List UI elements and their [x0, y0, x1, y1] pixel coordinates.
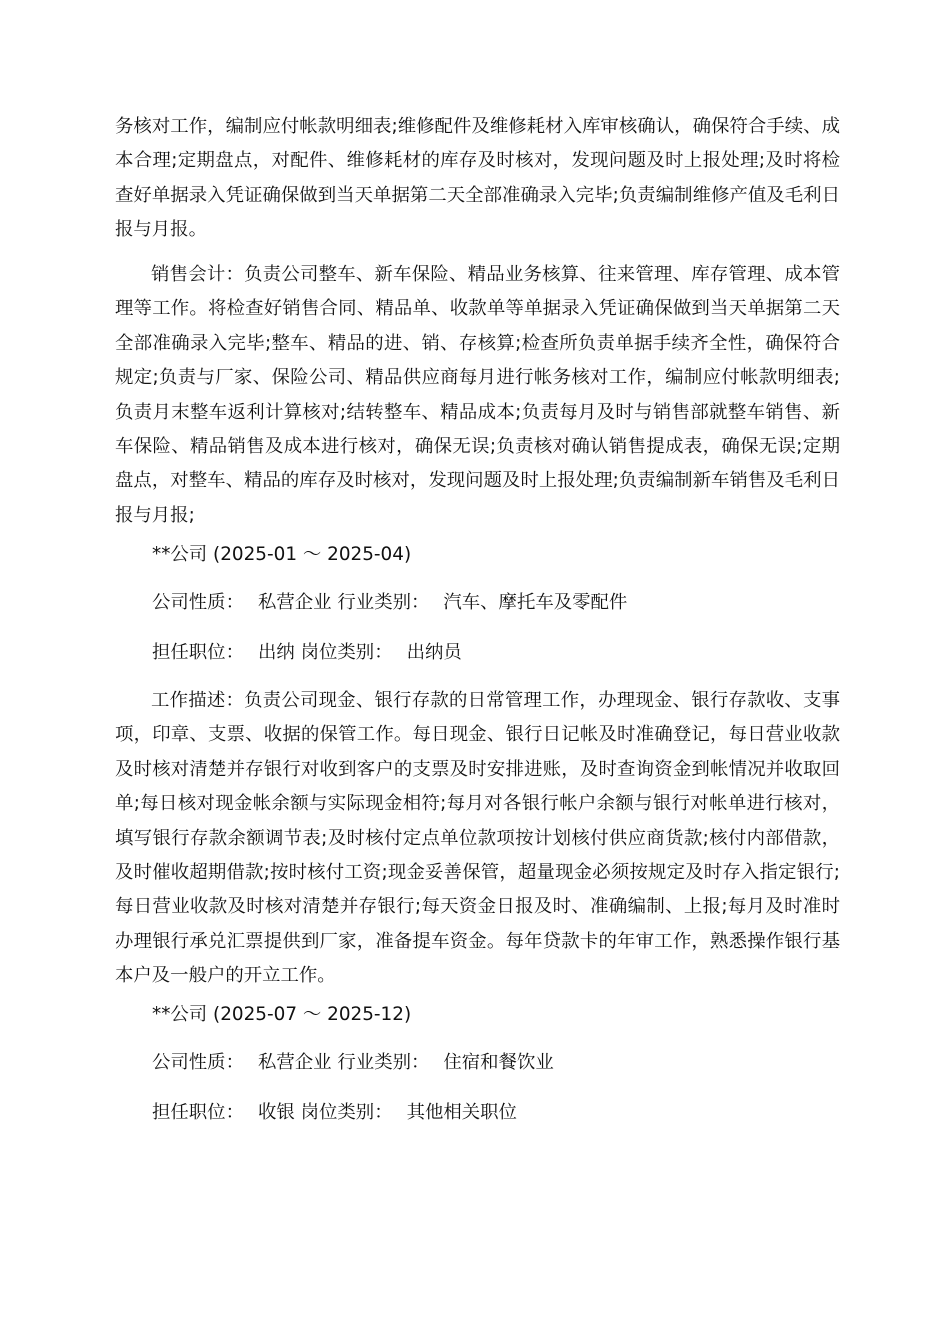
paragraph-job1-description: 工作描述：负责公司现金、银行存款的日常管理工作，办理现金、银行存款收、支事项，印章、支票、收据的保管工作。每日现金、银行日记帐及时准确登记，每日营业收款及时核对清楚并存银行对收到客户的支票及时安排进账，及时查询资金到帐情况并收取回单;每日核对现金帐余额与实际现金相符;每月对各银行帐户余额与银行对帐单进行核对，填写银行存款余额调节表;及时核付定点单位款项按计划核付供应商货款;核付内部借款，及时催收超期借款;按时核付工资;现金妥善保管，超量现金必须按规定及时存入指定银行;每日营业收款及时核对清楚并存银行;每天资金日报及时、准确编制、上报;每月及时准时办理银行承兑汇票提供到厂家，准备提车资金。每年贷款卡的年审工作，熟悉操作银行基本户及一般户的开立工作。 [115, 690, 840, 987]
category-label: 岗位类别： [300, 642, 393, 663]
position-label: 担任职位： [152, 1102, 244, 1123]
category-value: 其他相关职位 [406, 1102, 517, 1123]
job1-position-info [152, 636, 462, 670]
job1-company-period: **公司 (2025-01 ～ 2025-04) [152, 544, 412, 565]
job2-company-info [152, 1046, 554, 1080]
company-nature-label: 公司性质： [152, 592, 244, 613]
category-value: 出纳员 [406, 642, 462, 663]
company-nature-label: 公司性质： [152, 1052, 244, 1073]
industry-value: 汽车、摩托车及零配件 [443, 592, 628, 613]
industry-label: 行业类别： [337, 592, 430, 613]
position-label: 担任职位： [152, 642, 244, 663]
company-nature-value: 私营企业 [257, 1052, 332, 1073]
industry-label: 行业类别： [337, 1052, 430, 1073]
paragraph-sales-accountant: 销售会计：负责公司整车、新车保险、精品业务核算、往来管理、库存管理、成本管理等工作。将检查好销售合同、精品单、收款单等单据录入凭证确保做到当天单据第二天全部准确录入完毕;整车、精品的进、销、存核算;检查所负责单据手续齐全性，确保符合规定;负责与厂家、保险公司、精品供应商每月进行帐务核对工作，编制应付帐款明细表;负责月末整车返利计算核对;结转整车、精品成本;负责每月及时与销售部就整车销售、新车保险、精品销售及成本进行核对，确保无误;负责核对确认销售提成表，确保无误;定期盘点，对整车、精品的库存及时核对，发现问题及时上报处理;负责编制新车销售及毛利日报与月报; [115, 264, 840, 526]
paragraph-repair-accounting-continued: 务核对工作，编制应付帐款明细表;维修配件及维修耗材入库审核确认，确保符合手续、成本合理;定期盘点，对配件、维修耗材的库存及时核对，发现问题及时上报处理;及时将检查好单据录入凭证确保做到当天单据第二天全部准确录入完毕;负责编制维修产值及毛利日报与月报。 [115, 116, 840, 241]
company-nature-value: 私营企业 [257, 592, 332, 613]
job2-company-period: **公司 (2025-07 ～ 2025-12) [152, 1004, 412, 1025]
job1-company-info [152, 586, 627, 620]
position-value: 收银 [257, 1102, 295, 1123]
category-label: 岗位类别： [300, 1102, 393, 1123]
industry-value: 住宿和餐饮业 [443, 1052, 554, 1073]
job2-position-info [152, 1096, 517, 1130]
position-value: 出纳 [257, 642, 295, 663]
